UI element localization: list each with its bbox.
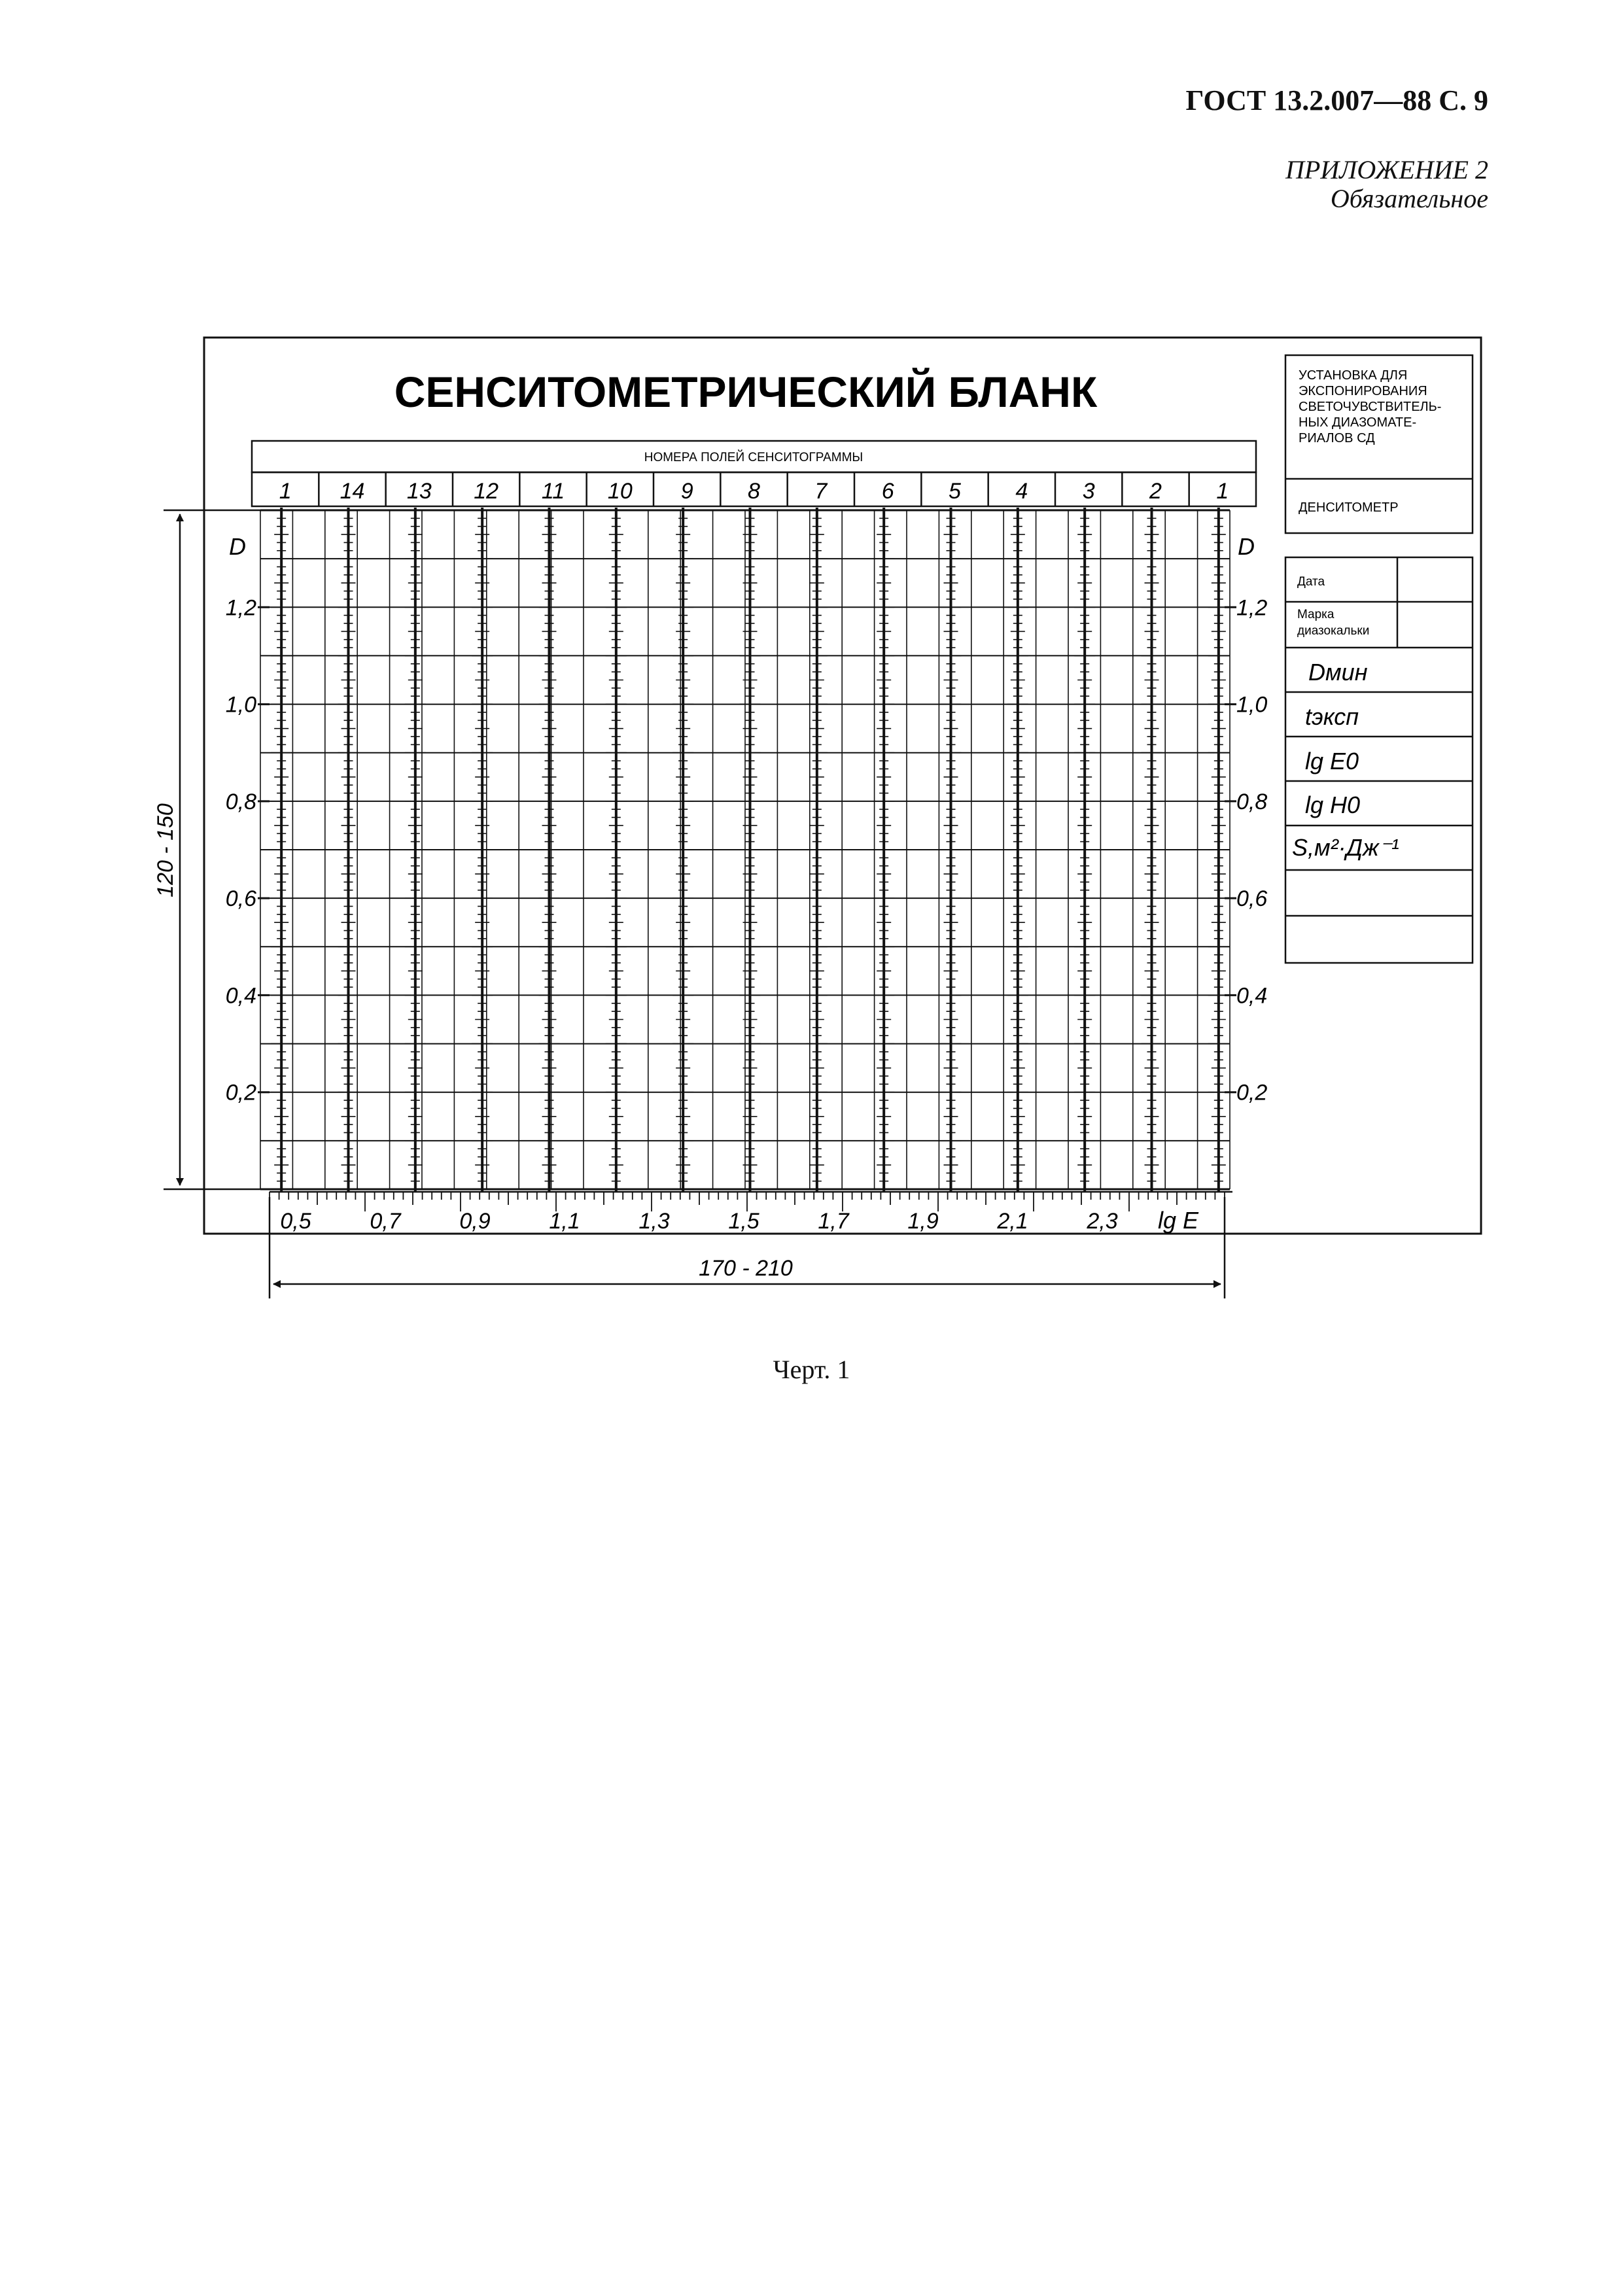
- x-tick-label: 1,1: [549, 1209, 580, 1234]
- y-tick-label: 1,0: [1236, 692, 1268, 718]
- table-s-label: S,м²·Дж⁻¹: [1292, 834, 1399, 861]
- field-number-labels: [279, 479, 1229, 504]
- appendix-status: Обязательное: [1330, 184, 1488, 213]
- x-axis-label: lg E: [1158, 1207, 1199, 1234]
- table-brand-label-1: Марка: [1297, 608, 1335, 621]
- field-number: 2: [1149, 479, 1162, 504]
- field-number: 10: [607, 479, 633, 504]
- fields-caption: НОМЕРА ПОЛЕЙ СЕНСИТОГРАММЫ: [644, 451, 864, 464]
- field-number: 13: [406, 479, 432, 504]
- table-dmin-label: Dмин: [1308, 659, 1368, 686]
- page-header-standard: ГОСТ 13.2.007—88 С. 9: [1185, 84, 1488, 116]
- densitometer-label: ДЕНСИТОМЕТР: [1299, 500, 1399, 515]
- height-dimension-value: 120 - 150: [153, 803, 178, 897]
- field-number: 7: [814, 479, 828, 504]
- x-tick-label: 0,7: [370, 1209, 401, 1234]
- device-name-line: УСТАНОВКА ДЛЯ: [1299, 368, 1408, 383]
- device-name-line: СВЕТОЧУВСТВИТЕЛЬ-: [1299, 400, 1442, 414]
- field-number: 4: [1015, 479, 1028, 504]
- y-tick-label: 0,4: [1236, 983, 1268, 1009]
- y-axis-label-right: D: [1238, 533, 1255, 560]
- field-number: 11: [541, 479, 565, 504]
- table-lge0-label: lg E0: [1305, 748, 1359, 774]
- table-date-label: Дата: [1297, 575, 1325, 589]
- x-tick-label: 1,5: [728, 1209, 759, 1234]
- device-name-line: НЫХ ДИАЗОМАТЕ-: [1299, 415, 1417, 430]
- field-number: 8: [748, 479, 760, 504]
- y-tick-label: 0,8: [225, 789, 256, 814]
- x-tick-label: 0,9: [459, 1209, 491, 1234]
- x-tick-label: 1,9: [907, 1209, 939, 1234]
- y-tick-label: 0,6: [1236, 886, 1268, 912]
- figure-caption: Черт. 1: [773, 1355, 850, 1384]
- field-number: 1: [279, 479, 292, 504]
- field-number: 12: [474, 479, 499, 504]
- field-number: 14: [340, 479, 365, 504]
- table-brand-label-2: диазокальки: [1297, 624, 1370, 638]
- form-title: СЕНСИТОМЕТРИЧЕСКИЙ БЛАНК: [394, 368, 1098, 416]
- x-tick-label: 0,5: [280, 1209, 311, 1234]
- width-dimension-value: 170 - 210: [699, 1256, 793, 1281]
- field-strips: [271, 508, 1229, 1192]
- y-tick-label: 1,0: [225, 692, 256, 718]
- y-axis-label-left: D: [229, 533, 246, 560]
- device-name-line: РИАЛОВ СД: [1299, 431, 1375, 445]
- field-number: 6: [881, 479, 894, 504]
- y-tick-label: 0,2: [1236, 1080, 1268, 1105]
- x-tick-labels: [280, 1209, 1117, 1234]
- y-tick-label: 0,8: [1236, 789, 1268, 814]
- appendix-label: ПРИЛОЖЕНИЕ 2: [1285, 155, 1488, 184]
- device-name: [1299, 368, 1441, 445]
- device-name-line: ЭКСПОНИРОВАНИЯ: [1299, 384, 1427, 398]
- field-number: 9: [680, 479, 693, 504]
- x-tick-label: 1,7: [818, 1209, 849, 1234]
- y-tick-label: 1,2: [225, 595, 256, 621]
- x-tick-label: 2,3: [1087, 1209, 1118, 1234]
- y-tick-label: 1,2: [1236, 595, 1268, 621]
- field-number: 1: [1216, 479, 1229, 504]
- table-lgh0-label: lg H0: [1305, 791, 1361, 818]
- y-tick-labels-right: [1225, 595, 1267, 1105]
- x-tick-label: 2,1: [997, 1209, 1028, 1234]
- x-tick-label: 1,3: [638, 1209, 670, 1234]
- field-number: 3: [1082, 479, 1095, 504]
- y-tick-label: 0,2: [225, 1080, 256, 1105]
- table-texp-label: tэксп: [1305, 703, 1359, 730]
- field-number: 5: [949, 479, 961, 504]
- y-tick-label: 0,4: [225, 983, 256, 1009]
- y-tick-label: 0,6: [225, 886, 256, 912]
